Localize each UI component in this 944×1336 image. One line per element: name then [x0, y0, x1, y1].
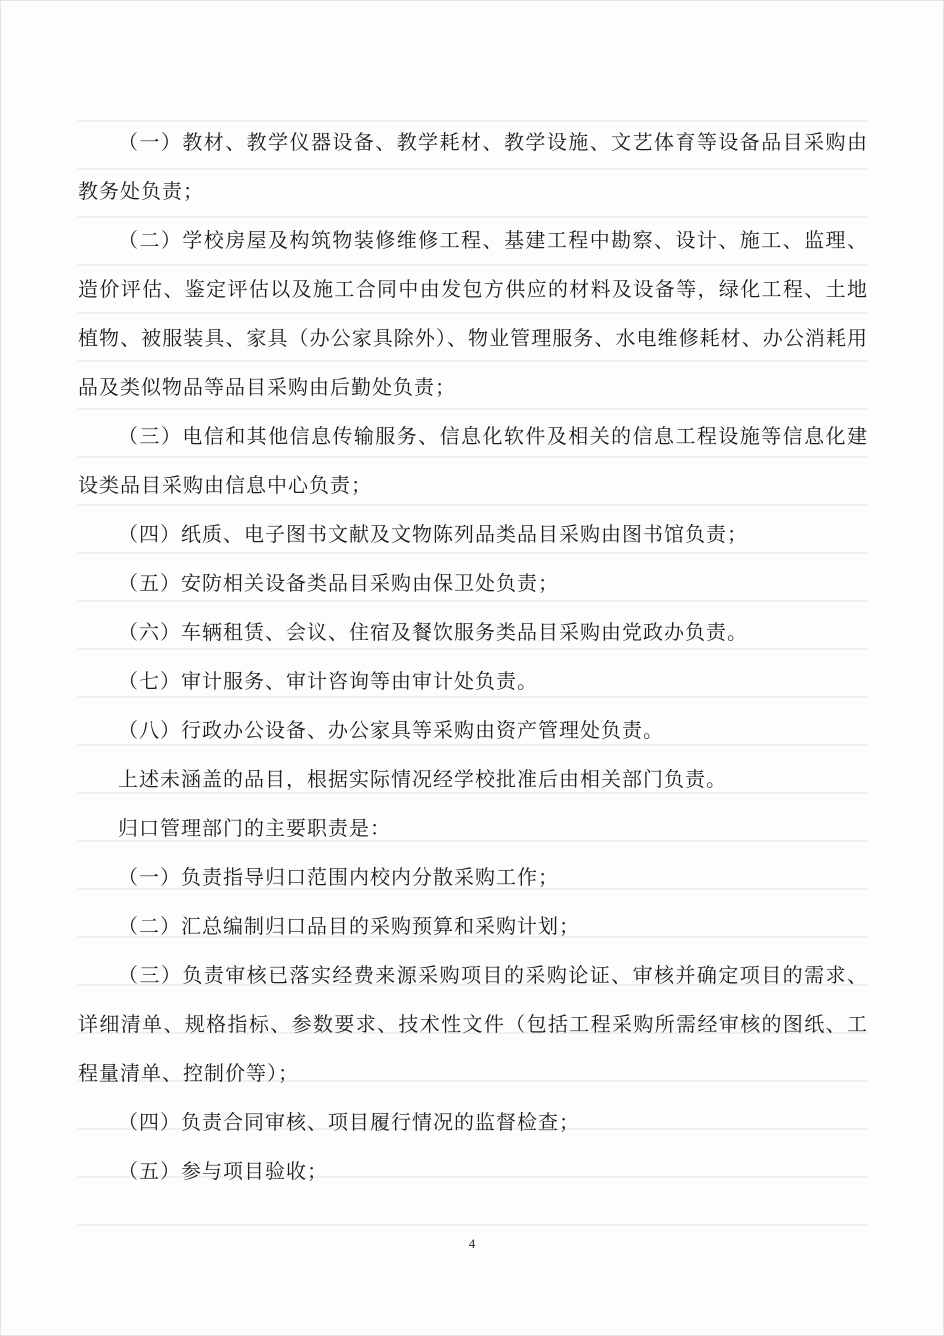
paragraph-15: （五）参与项目验收； [118, 1159, 328, 1183]
paragraph-4: （四）纸质、电子图书文献及文物陈列品类品目采购由图书馆负责； [118, 522, 748, 546]
paragraph-5: （五）安防相关设备类品目采购由保卫处负责； [118, 571, 559, 595]
paragraph-14: （四）负责合同审核、项目履行情况的监督检查； [118, 1110, 580, 1134]
paragraph-10: 归口管理部门的主要职责是： [118, 816, 391, 840]
paragraph-7: （七）审计服务、审计咨询等由审计处负责。 [118, 669, 538, 693]
document-body [78, 118, 868, 1196]
paragraph-9: 上述未涵盖的品目，根据实际情况经学校批准后由相关部门负责。 [118, 767, 727, 791]
paragraph-2: （二）学校房屋及构筑物装修维修工程、基建工程中勘察、设计、施工、监理、造价评估、鉴定评估以及施工合同中由发包方供应的材料及设备等，绿化工程、土地植物、被服装具、家具（办公家具除外）、物业管理服务、水电维修耗材、办公消耗用品及类似物品等品目采购由后勤处负责； [78, 228, 868, 399]
paragraph-8: （八）行政办公设备、办公家具等采购由资产管理处负责。 [118, 718, 664, 742]
paragraph-11: （一）负责指导归口范围内校内分散采购工作； [118, 865, 559, 889]
paragraph-12: （二）汇总编制归口品目的采购预算和采购计划； [118, 914, 580, 938]
paragraph-1: （一）教材、教学仪器设备、教学耗材、教学设施、文艺体育等设备品目采购由教务处负责； [78, 130, 868, 203]
paragraph-6: （六）车辆租赁、会议、住宿及餐饮服务类品目采购由党政办负责。 [118, 620, 748, 644]
page-number: 4 [468, 1236, 476, 1251]
paragraph-13: （三）负责审核已落实经费来源采购项目的采购论证、审核并确定项目的需求、详细清单、规格指标、参数要求、技术性文件（包括工程采购所需经审核的图纸、工程量清单、控制价等）； [78, 963, 868, 1085]
paragraph-3: （三）电信和其他信息传输服务、信息化软件及相关的信息工程设施等信息化建设类品目采购由信息中心负责； [78, 424, 868, 497]
